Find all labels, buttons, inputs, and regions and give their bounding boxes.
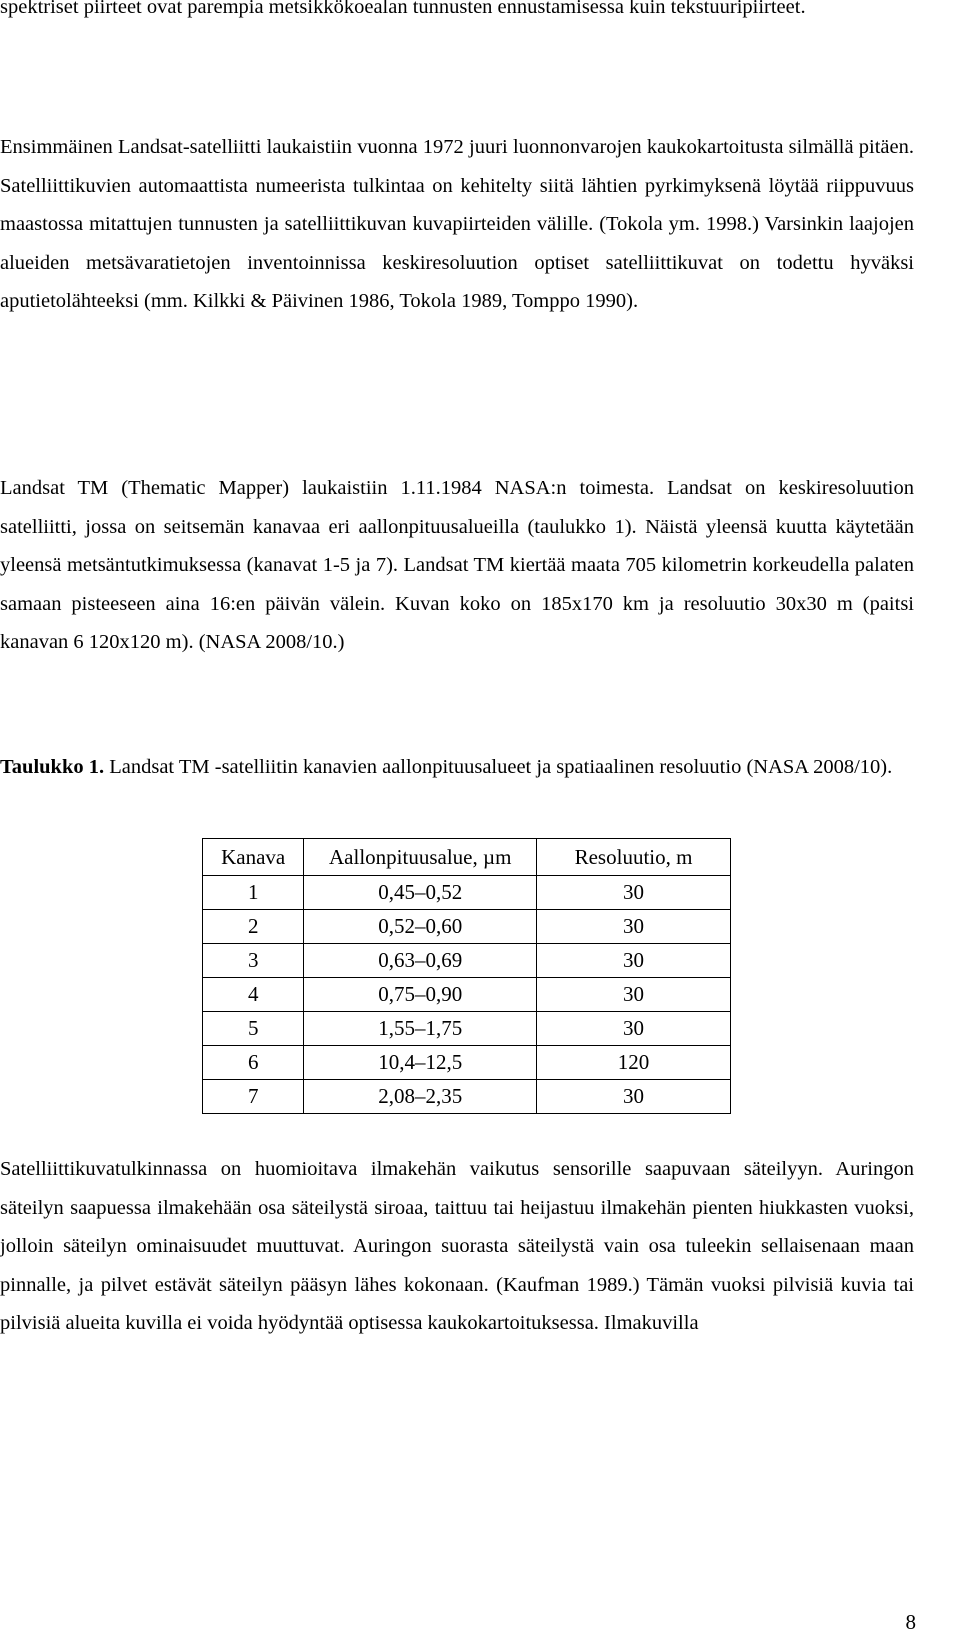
cell-resolution: 30 [537, 910, 731, 944]
table-row [203, 910, 731, 944]
cell-wavelength: 0,45–0,52 [304, 876, 537, 910]
paragraph-landsat-history: Ensimmäinen Landsat-satelliitti laukaistiin vuonna 1972 juuri luonnonvarojen kaukokartoitusta silmällä pitäen. Satelliittikuvien automaattista numeerista tulkintaa on kehitelty siitä lähtien pyrkimyksenä löytää riippuvuus maastossa mitattujen tunnusten ja satelliittikuvan kuvapiirteiden välille. (Tokola ym. 1998.) Varsinkin laajojen alueiden metsävaratietojen inventoinnissa keskiresoluution optiset satelliittikuvat on todettu hyväksi aputietolähteeksi (mm. Kilkki & Päivinen 1986, Tokola 1989, Tomppo 1990). [0, 136, 914, 312]
table-row [203, 1046, 731, 1080]
paragraph-landsat-tm: Landsat TM (Thematic Mapper) laukaistiin 1.11.1984 NASA:n toimesta. Landsat on keskiresoluution satelliitti, jossa on seitsemän kanavaa eri aallonpituusalueilla (taulukko 1). Näistä yleensä kuutta käytetään yleensä metsäntutkimuksessa (kanavat 1-5 ja 7). Landsat TM kiertää maata 705 kilometrin korkeudella palaten samaan pisteeseen aina 16:en päivän välein. Kuvan koko on 185x170 km ja resoluutio 30x30 m (paitsi kanavan 6 120x120 m). (NASA 2008/10.) [0, 477, 914, 653]
cell-band: 1 [203, 876, 304, 910]
table-row [203, 876, 731, 910]
header-kanava: Kanava [203, 839, 304, 876]
cell-band: 3 [203, 944, 304, 978]
cell-wavelength: 1,55–1,75 [304, 1012, 537, 1046]
paragraph-atmosphere: Satelliittikuvatulkinnassa on huomioitava ilmakehän vaikutus sensorille saapuvaan säteilyyn. Auringon säteilyn saapuessa ilmakehään osa säteilystä siroaa, taittuu tai heijastuu ilmakehän pienten hiukkasten vuoksi, jolloin säteilyn ominaisuudet muuttuvat. Auringon suorasta säteilystä vain osa tuleekin sellaisenaan maan pinnalle, ja pilvet estävät säteilyn pääsyn lähes kokonaan. (Kaufman 1989.) Tämän vuoksi pilvisiä kuvia tai pilvisiä alueita kuvilla ei voida hyödyntää optisessa kaukokartoituksessa. Ilmakuvilla [0, 1158, 914, 1334]
cell-band: 6 [203, 1046, 304, 1080]
cell-band: 4 [203, 978, 304, 1012]
table-caption [0, 748, 914, 787]
table-caption-text: Landsat TM -satelliitin kanavien aallonpituusalueet ja spatiaalinen resoluutio (NASA 2008/10). [104, 756, 893, 778]
cell-band: 2 [203, 910, 304, 944]
cell-resolution: 30 [537, 978, 731, 1012]
cell-resolution: 30 [537, 876, 731, 910]
table-caption-label: Taulukko 1. [0, 756, 105, 778]
cell-resolution: 30 [537, 1012, 731, 1046]
table-row [203, 1012, 731, 1046]
table-row [203, 1080, 731, 1114]
header-resoluutio: Resoluutio, m [537, 839, 731, 876]
cell-band: 7 [203, 1080, 304, 1114]
cell-band: 5 [203, 1012, 304, 1046]
table-header-row [203, 839, 731, 876]
cell-wavelength: 2,08–2,35 [304, 1080, 537, 1114]
cell-wavelength: 0,63–0,69 [304, 944, 537, 978]
landsat-band-table [202, 838, 731, 1114]
cell-resolution: 30 [537, 944, 731, 978]
paragraph-intro-end: spektriset piirteet ovat parempia metsikkökoealan tunnusten ennustamisessa kuin tekstuuripiirteet. [0, 0, 806, 18]
cell-wavelength: 10,4–12,5 [304, 1046, 537, 1080]
header-aallonpituusalue: Aallonpituusalue, µm [304, 839, 537, 876]
cell-resolution: 30 [537, 1080, 731, 1114]
page-number: 8 [905, 1610, 916, 1634]
cell-wavelength: 0,52–0,60 [304, 910, 537, 944]
cell-resolution: 120 [537, 1046, 731, 1080]
table-row [203, 978, 731, 1012]
cell-wavelength: 0,75–0,90 [304, 978, 537, 1012]
table-row [203, 944, 731, 978]
